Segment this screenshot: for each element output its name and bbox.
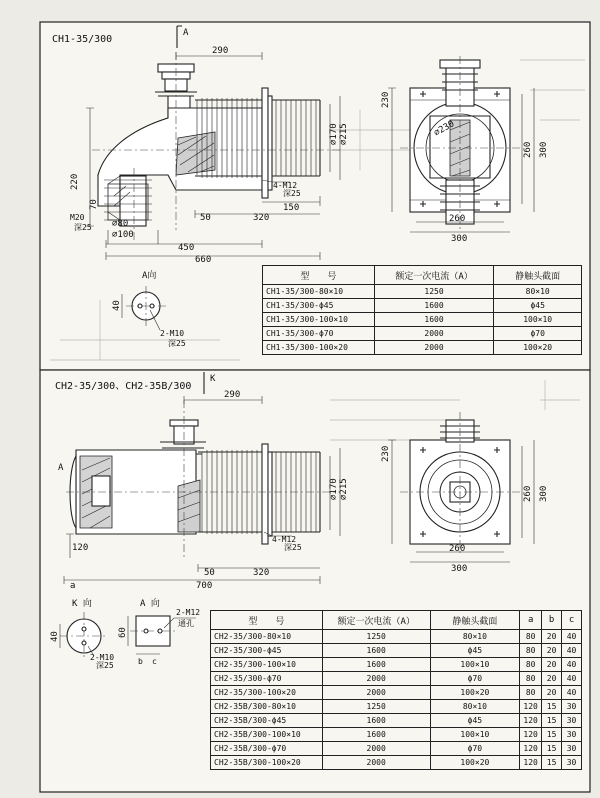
top-title: CH1-35/300 xyxy=(52,34,113,45)
table-cell: CH1-35/300-ϕ70 xyxy=(263,327,375,341)
table-cell: 40 xyxy=(562,658,582,672)
top-view-a-marker: A xyxy=(183,28,189,38)
dim-d80: ⌀80 xyxy=(112,219,129,229)
table-cell: CH1-35/300-100×20 xyxy=(263,341,375,355)
table-cell: 30 xyxy=(562,728,582,742)
bottom-dim-d215: ⌀215 xyxy=(339,478,349,500)
table-cell: CH1-35/300-80×10 xyxy=(263,285,375,299)
bottom-end-260h: 260 xyxy=(449,544,466,554)
top-view-a-label: A向 xyxy=(142,271,157,281)
top-end-300h: 300 xyxy=(451,234,468,244)
top-end-260h: 260 xyxy=(449,214,466,224)
ch1-spec-table xyxy=(262,265,582,355)
table-row xyxy=(211,728,582,742)
table-cell: 100×10 xyxy=(430,658,520,672)
bottom-dim-a: a xyxy=(70,581,76,591)
bottom-title: CH2-35/300、CH2-35B/300 xyxy=(55,381,192,392)
table-cell: 1600 xyxy=(322,728,430,742)
table-cell: CH2-35B/300-ϕ70 xyxy=(211,742,323,756)
table-row xyxy=(211,756,582,770)
bottom-view-a-marker: A xyxy=(58,463,64,473)
table-cell: 2000 xyxy=(322,756,430,770)
dim-m20-depth: 深25 xyxy=(74,223,92,232)
dim-220: 220 xyxy=(70,173,80,190)
table-cell: 15 xyxy=(542,714,562,728)
table-row xyxy=(211,686,582,700)
table-cell: 20 xyxy=(542,686,562,700)
table-row xyxy=(211,672,582,686)
table-cell: CH1-35/300-ϕ45 xyxy=(263,299,375,313)
dim-m20: M20 xyxy=(70,213,85,222)
table-cell: 80×10 xyxy=(430,700,520,714)
bottom-dim-120: 120 xyxy=(72,543,89,553)
table-cell: 30 xyxy=(562,756,582,770)
table-header: a xyxy=(520,611,542,630)
bottom-view-k-m10-depth: 深25 xyxy=(96,661,114,670)
table-cell: CH2-35/300-ϕ70 xyxy=(211,672,323,686)
top-end-230: 230 xyxy=(381,91,391,108)
top-view-a-dim40: 40 xyxy=(112,300,122,311)
table-cell: 1250 xyxy=(374,285,494,299)
table-cell: CH2-35/300-ϕ45 xyxy=(211,644,323,658)
table-cell: 100×10 xyxy=(494,313,582,327)
table-header: 型 号 xyxy=(263,266,375,285)
dim-4m12: 4-M12 xyxy=(273,181,298,190)
bottom-view-a-c: c xyxy=(152,657,157,666)
table-cell: 120 xyxy=(520,756,542,770)
table-cell: 2000 xyxy=(322,672,430,686)
top-end-d230: ⌀230 xyxy=(432,119,457,139)
table-cell: 30 xyxy=(562,742,582,756)
bottom-view-k-m10: 2-M10 xyxy=(90,653,115,662)
dim-150: 150 xyxy=(283,203,300,213)
table-cell: 2000 xyxy=(374,327,494,341)
dim-660: 660 xyxy=(195,255,212,265)
table-header: 型 号 xyxy=(211,611,323,630)
table-cell: 15 xyxy=(542,742,562,756)
table-cell: 80 xyxy=(520,630,542,644)
table-cell: 80 xyxy=(520,672,542,686)
top-view-a-m10-depth: 深25 xyxy=(168,339,186,348)
table-cell: 80×10 xyxy=(430,630,520,644)
table-row xyxy=(211,700,582,714)
table-cell: 80 xyxy=(520,644,542,658)
table-cell: 100×10 xyxy=(430,728,520,742)
table-cell: 40 xyxy=(562,686,582,700)
table-row xyxy=(263,341,582,355)
table-cell: CH2-35/300-100×10 xyxy=(211,658,323,672)
table-cell: 100×20 xyxy=(430,686,520,700)
table-cell: CH2-35/300-100×20 xyxy=(211,686,323,700)
table-cell: 100×20 xyxy=(430,756,520,770)
dim-d100: ⌀100 xyxy=(112,230,134,240)
table-cell: 80 xyxy=(520,686,542,700)
bottom-dim-320: 320 xyxy=(253,568,270,578)
dim-290: 290 xyxy=(212,46,229,56)
bottom-view-a-through: 通孔 xyxy=(178,619,194,628)
bottom-end-300h: 300 xyxy=(451,564,468,574)
table-cell: 80×10 xyxy=(494,285,582,299)
table-row xyxy=(263,285,582,299)
bottom-view-a-60: 60 xyxy=(118,627,128,638)
table-row xyxy=(263,299,582,313)
table-cell: ϕ45 xyxy=(430,714,520,728)
dim-320: 320 xyxy=(253,213,270,223)
table-cell: ϕ45 xyxy=(494,299,582,313)
bottom-dim-50: 50 xyxy=(204,568,215,578)
dim-450: 450 xyxy=(178,243,195,253)
bottom-end-300v: 300 xyxy=(539,485,549,502)
dim-50: 50 xyxy=(200,213,211,223)
table-cell: 30 xyxy=(562,714,582,728)
table-cell: 20 xyxy=(542,644,562,658)
dim-4m12-depth: 深25 xyxy=(283,189,301,198)
bottom-dim-290: 290 xyxy=(224,390,241,400)
table-cell: 40 xyxy=(562,672,582,686)
table-cell: 20 xyxy=(542,630,562,644)
table-cell: ϕ70 xyxy=(430,672,520,686)
table-cell: 40 xyxy=(562,644,582,658)
top-view-a-m10: 2-M10 xyxy=(160,329,185,338)
dim-d215: ⌀215 xyxy=(339,123,349,145)
table-cell: 30 xyxy=(562,700,582,714)
bottom-view-a-m12: 2-M12 xyxy=(176,608,201,617)
table-cell: 1600 xyxy=(322,658,430,672)
table-cell: CH2-35/300-80×10 xyxy=(211,630,323,644)
dim-d170: ⌀170 xyxy=(329,123,339,145)
bottom-dim-d170: ⌀170 xyxy=(329,478,339,500)
table-cell: 120 xyxy=(520,728,542,742)
table-cell: 120 xyxy=(520,714,542,728)
table-cell: ϕ70 xyxy=(494,327,582,341)
table-cell: ϕ70 xyxy=(430,742,520,756)
table-cell: 1600 xyxy=(374,313,494,327)
table-row xyxy=(211,742,582,756)
table-cell: 2000 xyxy=(322,686,430,700)
table-cell: CH2-35B/300-100×20 xyxy=(211,756,323,770)
dim-70: 70 xyxy=(89,199,99,210)
bottom-view-k-40: 40 xyxy=(50,631,60,642)
table-header: 额定一次电流（A） xyxy=(374,266,494,285)
table-cell: 100×20 xyxy=(494,341,582,355)
table-cell: 1600 xyxy=(322,644,430,658)
table-header: 额定一次电流（A） xyxy=(322,611,430,630)
table-cell: 1600 xyxy=(374,299,494,313)
table-header: 静触头截面 xyxy=(430,611,520,630)
bottom-dim-700: 700 xyxy=(196,581,213,591)
table-cell: 40 xyxy=(562,630,582,644)
bottom-view-a-b: b xyxy=(138,657,143,666)
table-cell: 120 xyxy=(520,742,542,756)
table-header-row xyxy=(211,611,582,630)
table-cell: 1250 xyxy=(322,630,430,644)
table-cell: 80 xyxy=(520,658,542,672)
table-cell: CH2-35B/300-ϕ45 xyxy=(211,714,323,728)
table-cell: ϕ45 xyxy=(430,644,520,658)
table-header: 静触头截面 xyxy=(494,266,582,285)
table-cell: CH2-35B/300-100×10 xyxy=(211,728,323,742)
bottom-view-a-label: A 向 xyxy=(140,599,160,609)
table-cell: 1600 xyxy=(322,714,430,728)
table-cell: 2000 xyxy=(374,341,494,355)
top-end-300v: 300 xyxy=(539,141,549,158)
bottom-dim-4m12: 4-M12 xyxy=(272,535,297,544)
bottom-end-230: 230 xyxy=(381,445,391,462)
bottom-end-260v: 260 xyxy=(523,485,533,502)
table-header-row xyxy=(263,266,582,285)
table-cell: 1250 xyxy=(322,700,430,714)
table-cell: 20 xyxy=(542,658,562,672)
table-row xyxy=(211,658,582,672)
ch2-spec-table xyxy=(210,610,582,770)
bottom-view-k-marker: K xyxy=(210,374,216,384)
table-row xyxy=(211,644,582,658)
table-cell: 15 xyxy=(542,700,562,714)
table-row xyxy=(211,630,582,644)
table-header: c xyxy=(562,611,582,630)
table-cell: 2000 xyxy=(322,742,430,756)
table-cell: 15 xyxy=(542,728,562,742)
table-cell: 15 xyxy=(542,756,562,770)
top-end-260v: 260 xyxy=(523,141,533,158)
table-header: b xyxy=(542,611,562,630)
table-cell: CH2-35B/300-80×10 xyxy=(211,700,323,714)
table-row xyxy=(263,313,582,327)
table-row xyxy=(263,327,582,341)
bottom-view-k-label: K 向 xyxy=(72,599,92,609)
table-cell: 20 xyxy=(542,672,562,686)
bottom-dim-4m12-depth: 深25 xyxy=(284,543,302,552)
table-cell: CH1-35/300-100×10 xyxy=(263,313,375,327)
table-cell: 120 xyxy=(520,700,542,714)
table-row xyxy=(211,714,582,728)
